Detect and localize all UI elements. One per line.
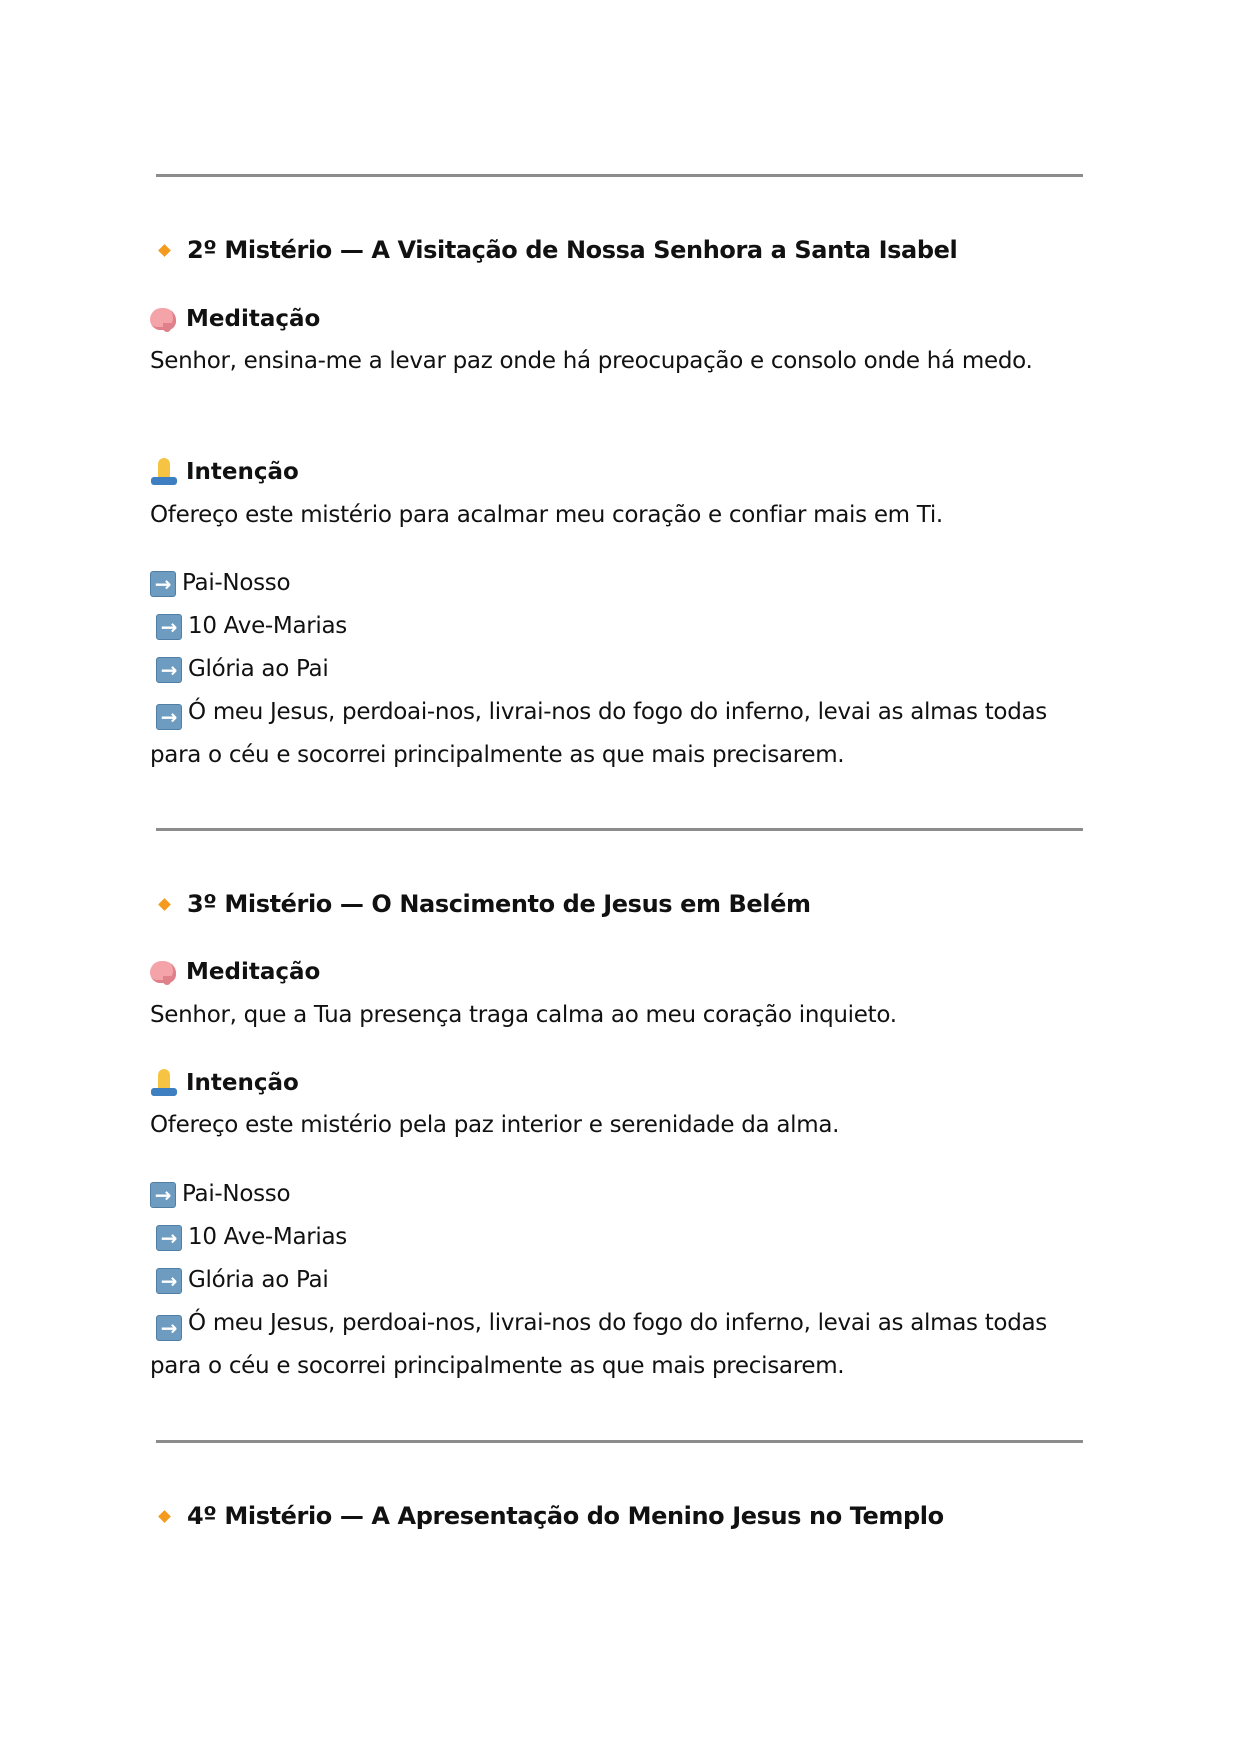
meditation-label bbox=[150, 302, 320, 336]
mystery-heading bbox=[158, 1499, 944, 1533]
praying-hands-icon bbox=[150, 1068, 178, 1098]
intention-label bbox=[150, 1066, 299, 1100]
prayer-item bbox=[150, 648, 328, 691]
divider bbox=[156, 174, 1083, 177]
prayer-item-text: Pai-Nosso bbox=[182, 1181, 291, 1207]
intention-label-text: Intenção bbox=[186, 1070, 299, 1096]
praying-hands-icon bbox=[150, 457, 178, 487]
intention-label-text: Intenção bbox=[186, 459, 299, 485]
right-arrow-icon: → bbox=[150, 1182, 176, 1208]
right-arrow-icon: → bbox=[156, 614, 182, 640]
intention-text: Ofereço este mistério para acalmar meu coração e confiar mais em Ti. bbox=[150, 502, 943, 528]
orange-diamond-icon bbox=[158, 898, 171, 911]
prayer-item bbox=[150, 605, 347, 648]
prayer-item bbox=[150, 1216, 347, 1259]
prayer-item-text: 10 Ave-Marias bbox=[188, 613, 347, 639]
orange-diamond-icon bbox=[158, 244, 171, 257]
prayer-item-text: Pai-Nosso bbox=[182, 570, 291, 596]
brain-icon bbox=[150, 961, 176, 983]
prayer-item bbox=[150, 691, 1080, 777]
prayer-item bbox=[150, 1302, 1080, 1388]
meditation-text: Senhor, que a Tua presença traga calma ao meu coração inquieto. bbox=[150, 1002, 897, 1028]
prayer-item-text: Ó meu Jesus, perdoai-nos, livrai-nos do fogo do inferno, levai as almas todas para o céu e socorrei principalmente as que mais precisarem. bbox=[150, 1310, 1047, 1379]
intention-label bbox=[150, 455, 299, 489]
brain-icon bbox=[150, 308, 176, 330]
meditation-text: Senhor, ensina-me a levar paz onde há preocupação e consolo onde há medo. bbox=[150, 348, 1033, 374]
mystery-heading-text: 3º Mistério — O Nascimento de Jesus em Belém bbox=[187, 890, 811, 918]
right-arrow-icon: → bbox=[156, 1225, 182, 1251]
mystery-heading-text: 4º Mistério — A Apresentação do Menino Jesus no Templo bbox=[187, 1502, 944, 1530]
mystery-heading-text: 2º Mistério — A Visitação de Nossa Senhora a Santa Isabel bbox=[187, 236, 958, 264]
prayer-item-text: Glória ao Pai bbox=[188, 656, 329, 682]
orange-diamond-icon bbox=[158, 1510, 171, 1523]
right-arrow-icon: → bbox=[156, 657, 182, 683]
meditation-label-text: Meditação bbox=[186, 959, 321, 985]
right-arrow-icon: → bbox=[156, 704, 182, 730]
prayer-item bbox=[150, 1259, 328, 1302]
prayer-item bbox=[150, 562, 290, 605]
intention-text: Ofereço este mistério pela paz interior e serenidade da alma. bbox=[150, 1112, 840, 1138]
prayer-item-text: Ó meu Jesus, perdoai-nos, livrai-nos do fogo do inferno, levai as almas todas para o céu e socorrei principalmente as que mais precisarem. bbox=[150, 699, 1047, 768]
divider bbox=[156, 828, 1083, 831]
right-arrow-icon: → bbox=[150, 571, 176, 597]
prayer-item-text: Glória ao Pai bbox=[188, 1267, 329, 1293]
right-arrow-icon: → bbox=[156, 1268, 182, 1294]
mystery-heading bbox=[158, 233, 957, 267]
mystery-heading bbox=[158, 887, 811, 921]
prayer-item bbox=[150, 1173, 290, 1216]
divider bbox=[156, 1440, 1083, 1443]
prayer-item-text: 10 Ave-Marias bbox=[188, 1224, 347, 1250]
meditation-label-text: Meditação bbox=[186, 306, 321, 332]
meditation-label bbox=[150, 955, 320, 989]
right-arrow-icon: → bbox=[156, 1315, 182, 1341]
